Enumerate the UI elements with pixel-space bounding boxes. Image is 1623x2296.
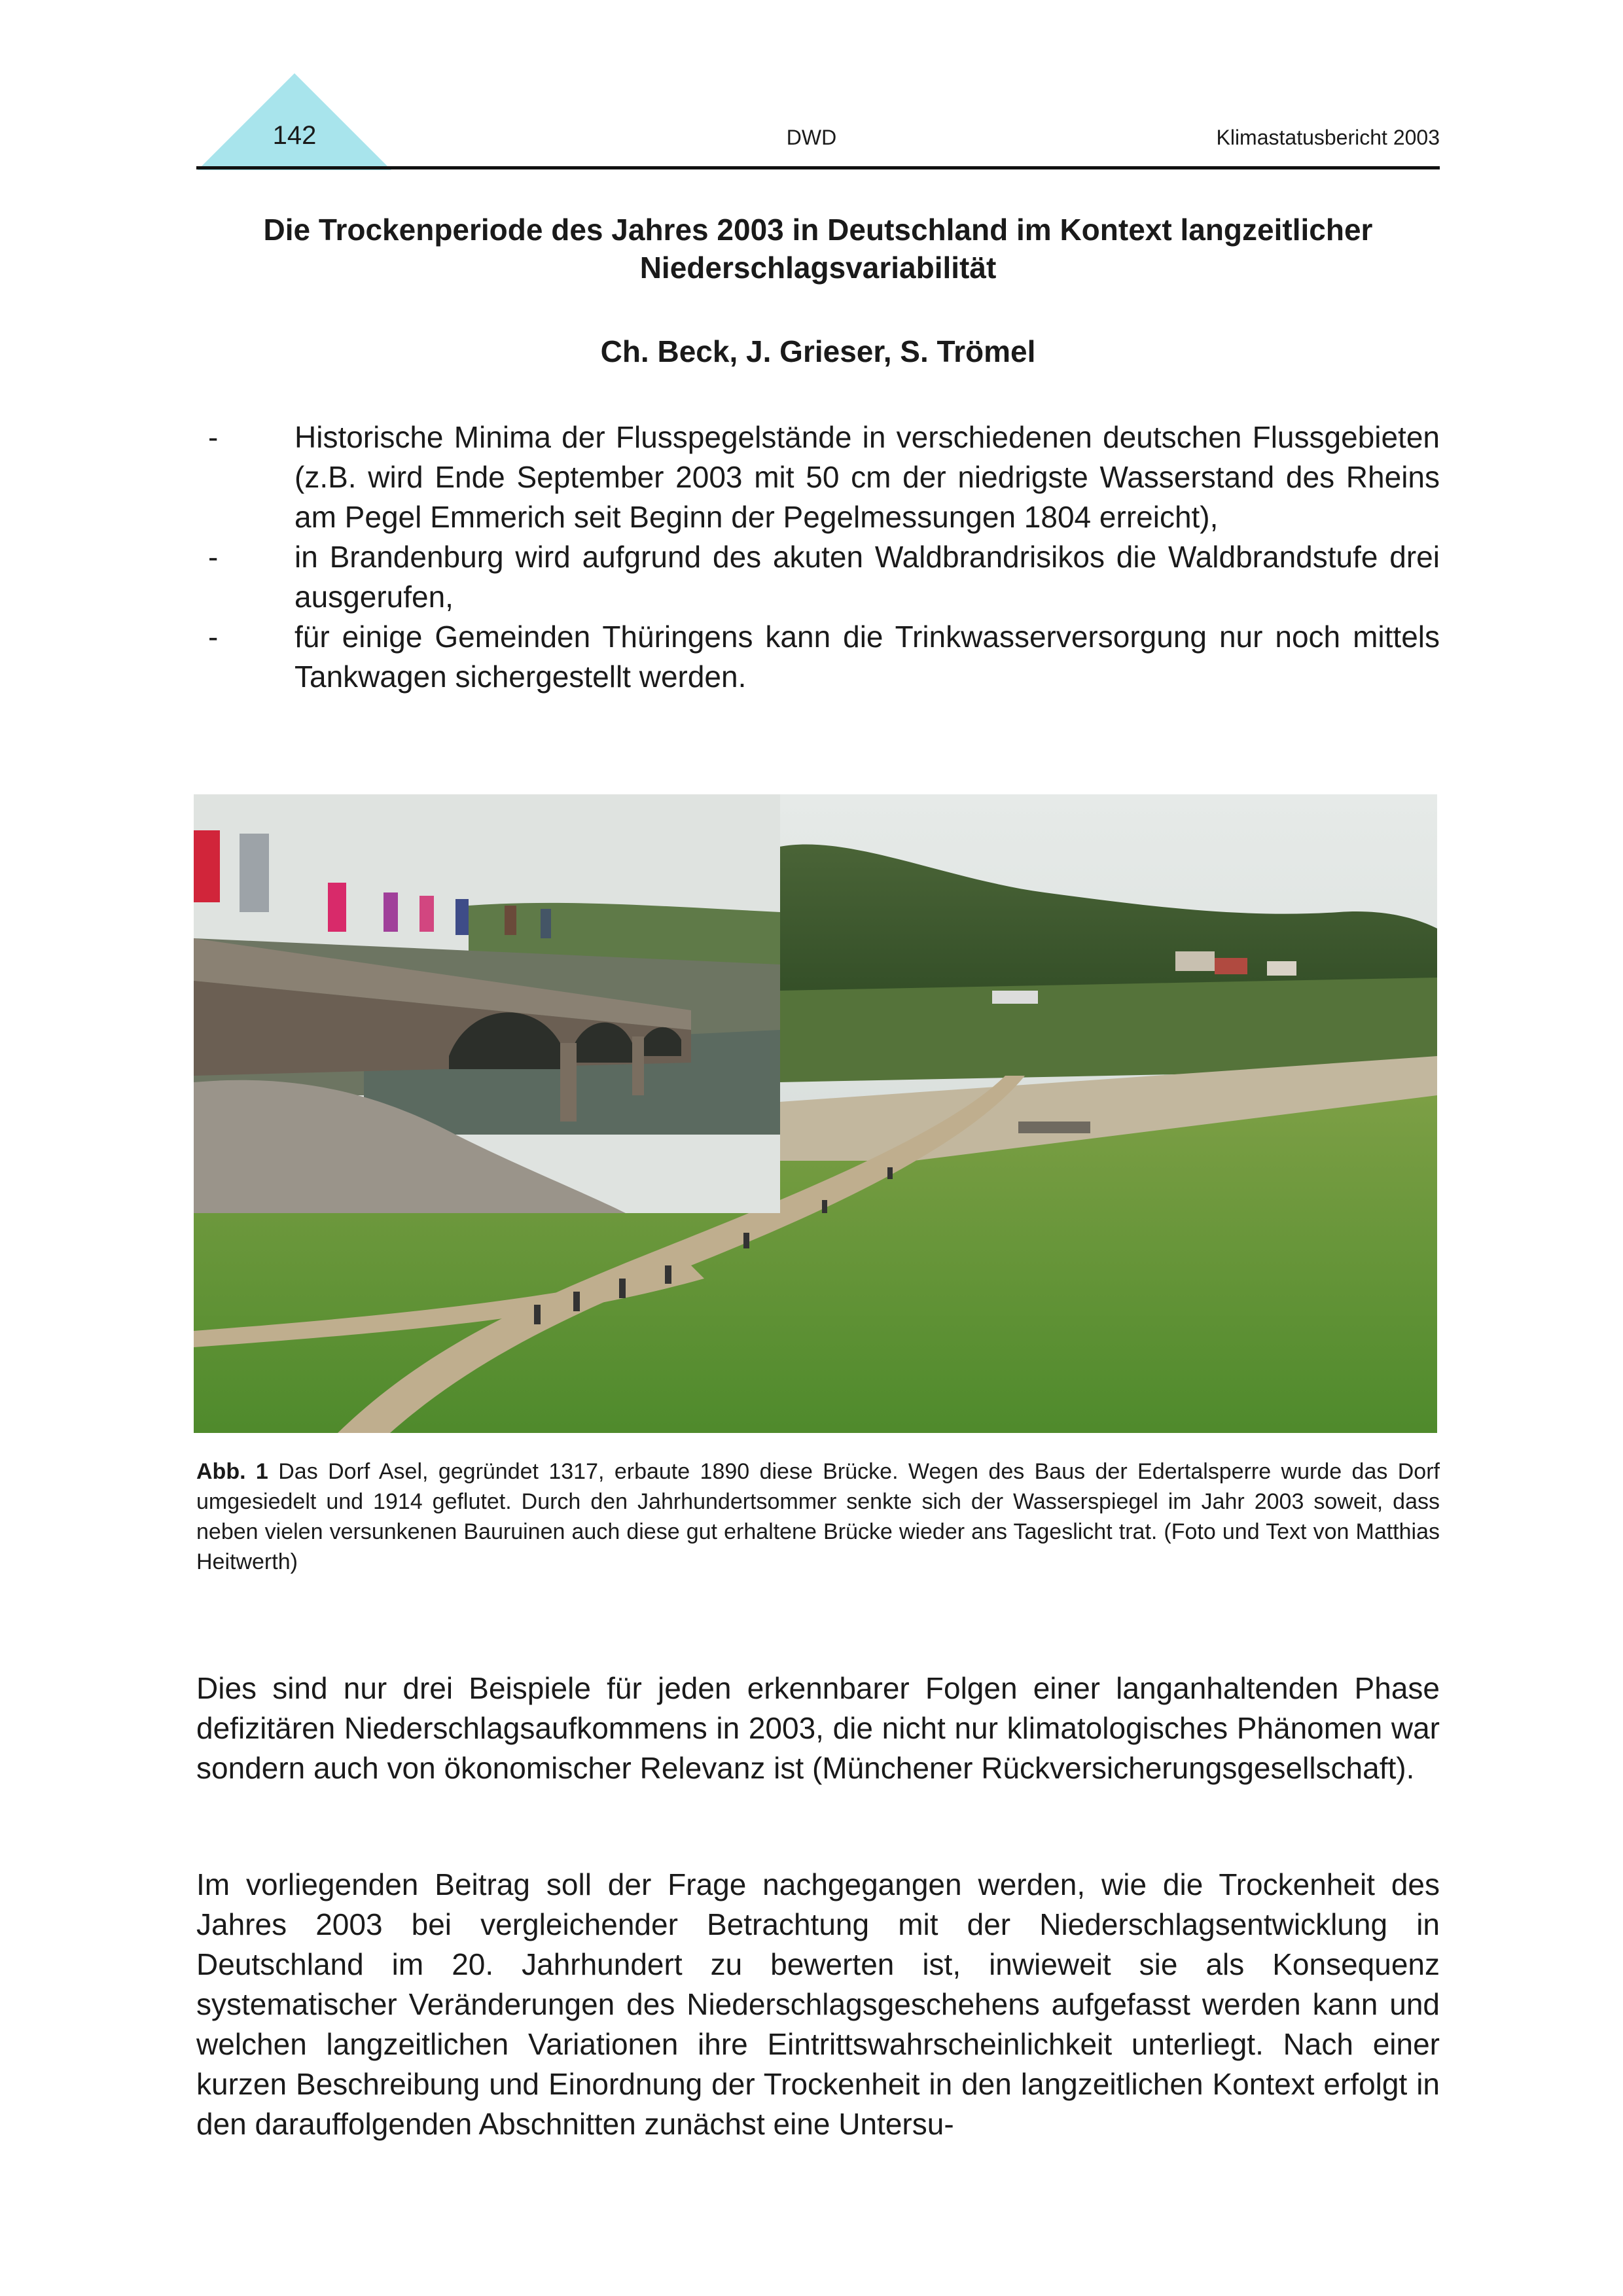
header-rule [196, 166, 1440, 169]
body-paragraph: Dies sind nur drei Beispiele für jeden erkennbarer Folgen einer langanhaltenden Phase defizitären Niederschlagsaufkommens in 2003, die nicht nur klimatologisches Phänomen war sondern auch von ökonomischer Relevanz ist (Münchener Rückversicherungsgesellschaft). [196, 1671, 1440, 1785]
figure-photo [194, 794, 1437, 1433]
authors: Ch. Beck, J. Grieser, S. Trömel [600, 334, 1036, 368]
page-number: 142 [272, 121, 317, 150]
list-item [196, 417, 1440, 537]
article-title-line-2: Niederschlagsvariabilität [639, 251, 997, 285]
bullet-text: für einige Gemeinden Thüringens kann die Trinkwasserversorgung nur noch mittels Tankwagen sichergestellt werden. [294, 620, 1440, 694]
body-paragraph: Im vorliegenden Beitrag soll der Frage nachgegangen werden, wie die Trockenheit des Jahres 2003 bei vergleichender Betrachtung mit der Niederschlagsentwicklung in Deutschland im 20. Jahrhundert zu bewerten ist, inwieweit sie als Konsequenz systematischer Veränderungen des Niederschlagsgeschehens aufgefasst werden kann und welchen langzeitlichen Variationen ihre Eintrittswahrscheinlichkeit unterliegt. Nach einer kurzen Beschreibung und Einordnung der Trockenheit in den langzeitlichen Kontext erfolgt in den darauffolgenden Abschnitten zunächst eine Untersu- [196, 1867, 1440, 2141]
list-item [196, 617, 1440, 697]
bullet-dash: - [208, 620, 219, 654]
figure-caption [196, 1457, 1440, 1577]
bullet-dash: - [208, 540, 219, 574]
bullet-text: Historische Minima der Flusspegelstände in verschiedenen deutschen Flussgebieten (z.B. wird Ende September 2003 mit 50 cm der niedrigste Wasserstand des Rheins am Pegel Emmerich seit Beginn der Pegelmessungen 1804 erreicht), [294, 420, 1440, 534]
bullet-list [196, 417, 1440, 697]
article-title [196, 211, 1440, 287]
caption-text: Das Dorf Asel, gegründet 1317, erbaute 1890 diese Brücke. Wegen des Baus der Edertalsperre wurde das Dorf umgesiedelt und 1914 geflutet. Durch den Jahrhundertsommer senkte sich der Wasserspiegel im Jahr 2003 soweit, dass neben vielen versunkenen Bauruinen auch diese gut erhaltene Brücke wieder ans Tageslicht trat. (Foto und Text von Matthias Heitwerth) [196, 1459, 1440, 1574]
article-title-line-1: Die Trockenperiode des Jahres 2003 in Deutschland im Kontext langzeitlicher [263, 213, 1373, 247]
photo-composite [194, 794, 1437, 1433]
caption-label: Abb. 1 [196, 1459, 268, 1484]
list-item [196, 537, 1440, 617]
bullet-text: in Brandenburg wird aufgrund des akuten Waldbrandrisikos die Waldbrandstufe drei ausgerufen, [294, 540, 1440, 614]
bullet-dash: - [208, 420, 219, 454]
header-report-title: Klimastatusbericht 2003 [1216, 126, 1440, 149]
header-publisher: DWD [786, 126, 837, 149]
